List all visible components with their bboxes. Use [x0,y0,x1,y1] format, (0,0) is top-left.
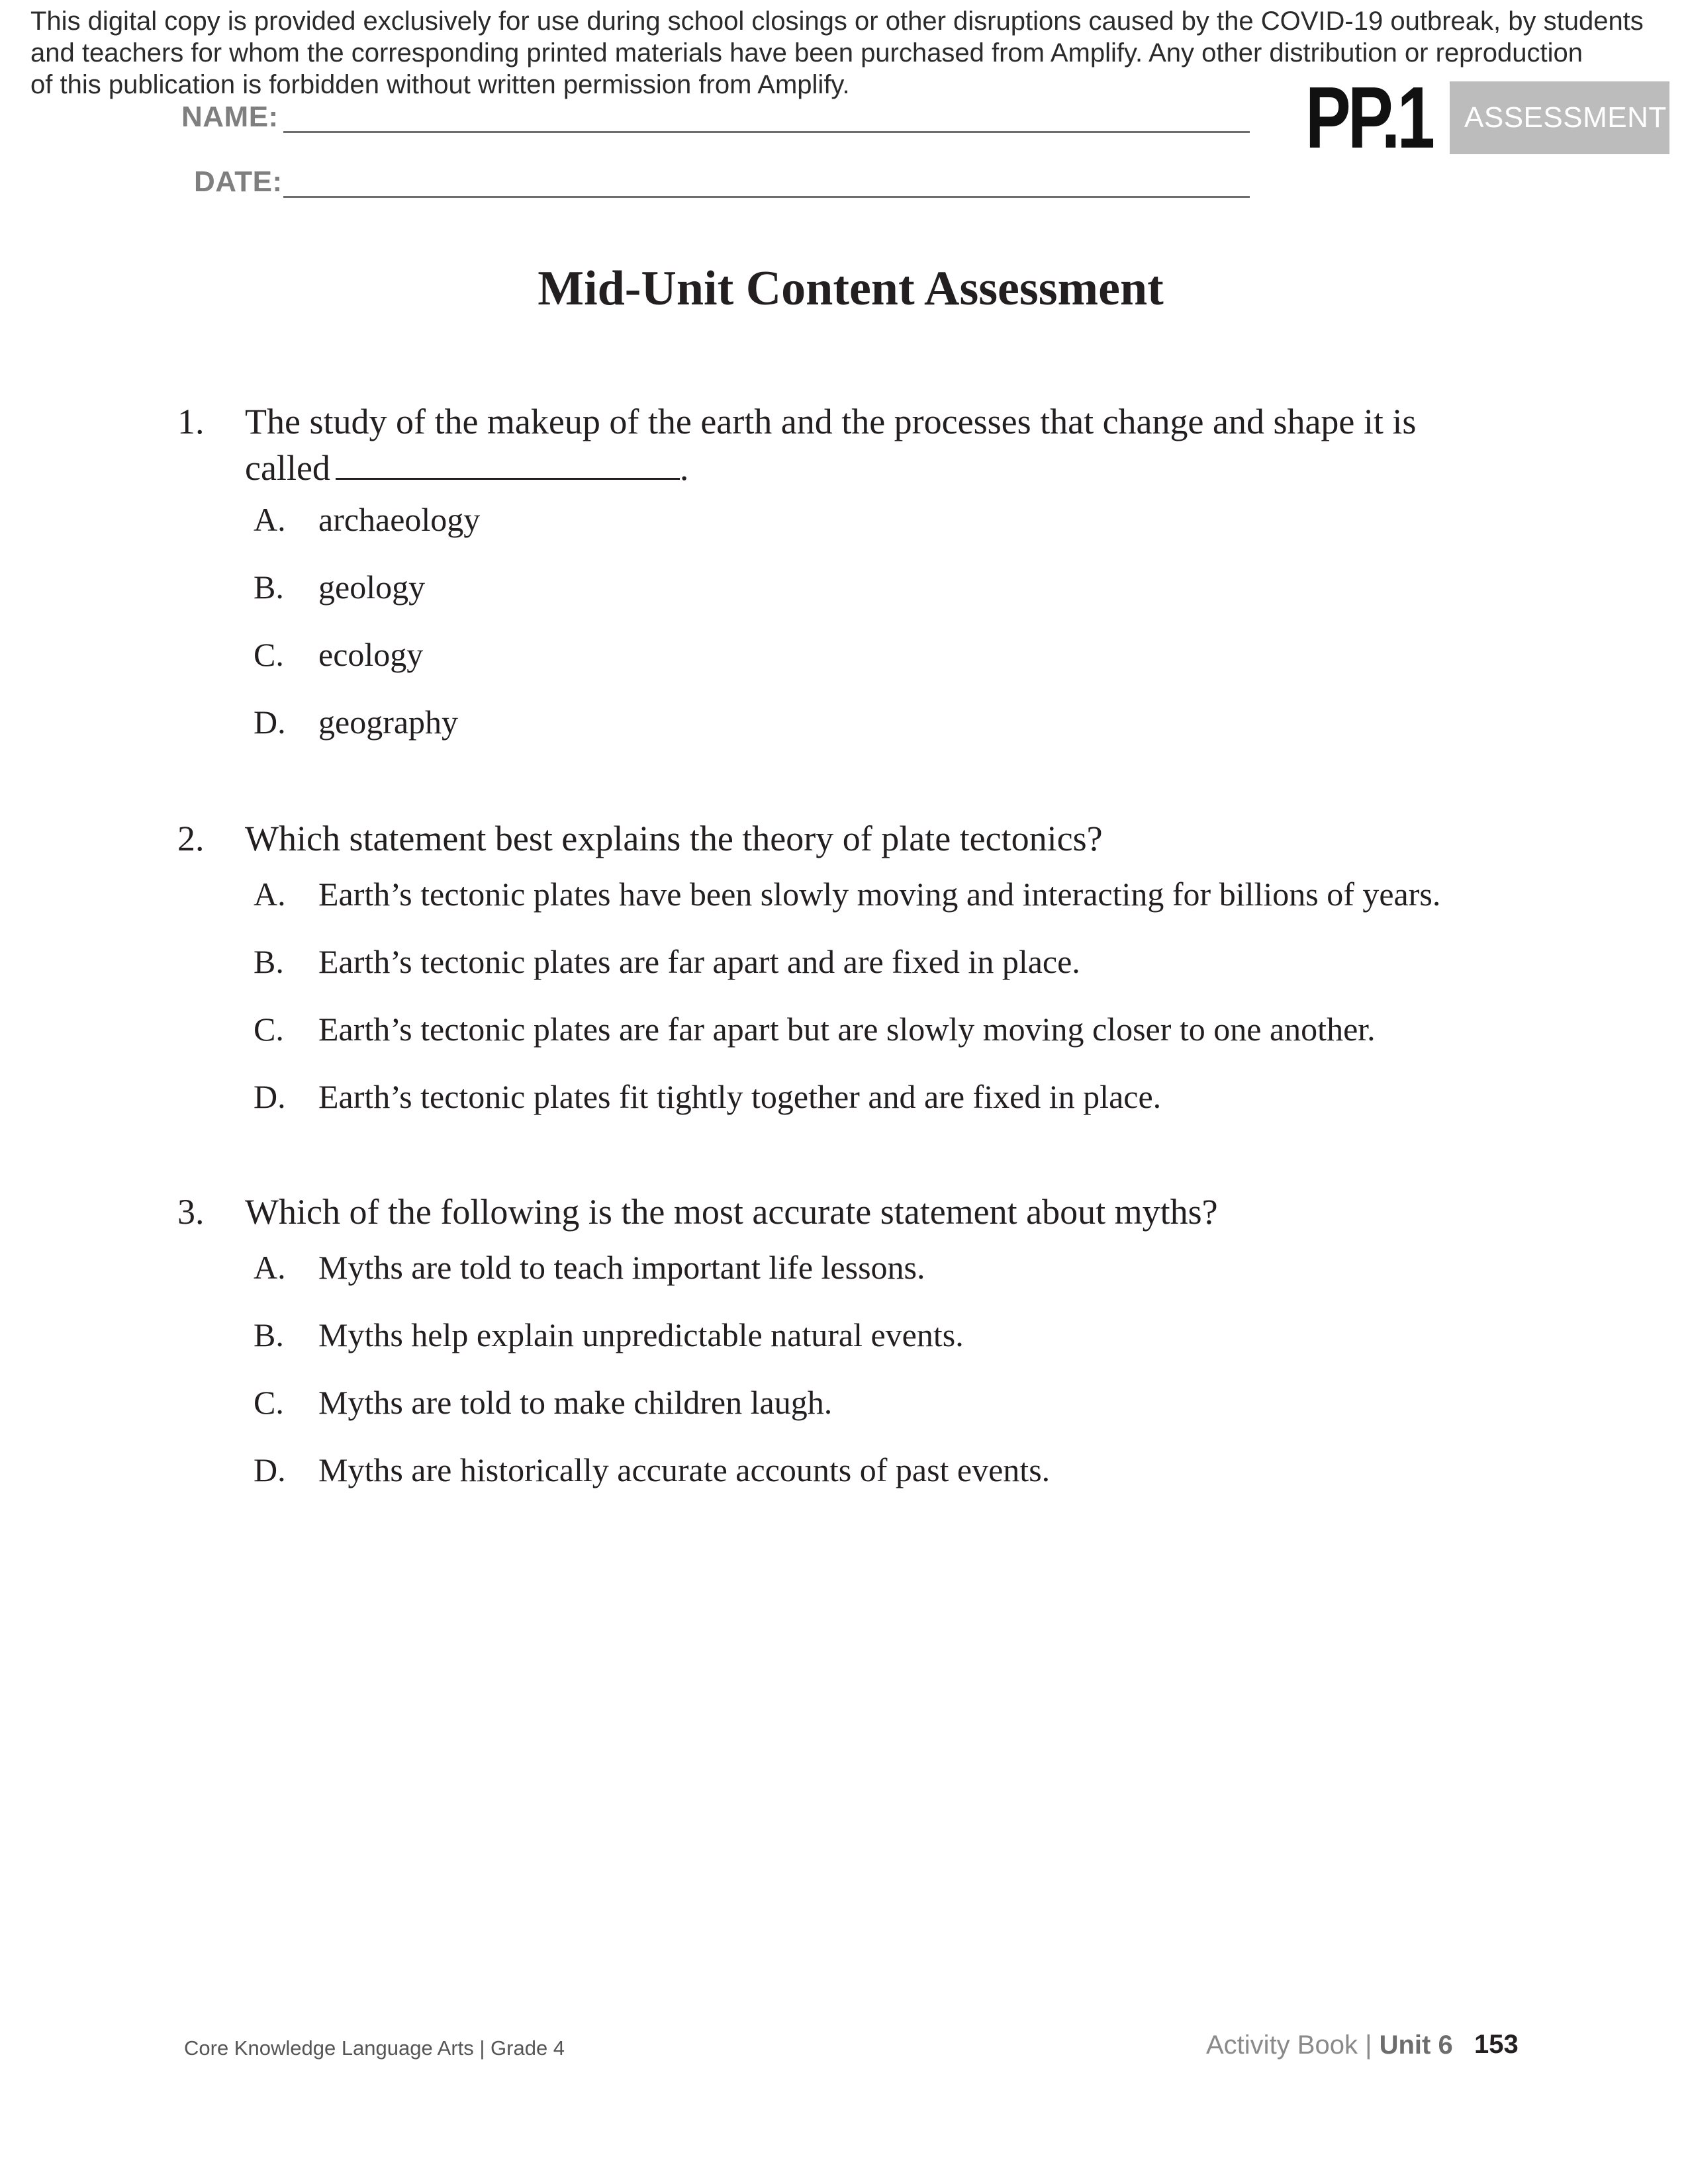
answer-blank[interactable] [336,449,680,480]
option-letter: B. [254,1316,284,1353]
page-number: 153 [1474,2030,1519,2059]
option-letter: A. [254,1249,286,1286]
option-letter: A. [254,876,286,913]
question-number: 1. [177,402,205,441]
date-field[interactable] [283,196,1250,198]
question-text-end: . [679,448,689,488]
date-label: DATE: [194,165,283,198]
option-text: geography [318,704,459,741]
notice-line: and teachers for whom the corresponding printed materials have been purchased from Amplify. Any other distribution or reproduction [30,38,1583,68]
option-text: Myths are historically accurate accounts of past events. [318,1451,1051,1488]
footer-unit: Unit 6 [1379,2030,1453,2060]
page-code: PP.1 [1305,69,1432,166]
option-letter: B. [254,569,284,606]
option-letter: D. [254,1451,286,1488]
footer-series: Core Knowledge Language Arts | Grade 4 [184,2036,565,2060]
option-text: Earth’s tectonic plates are far apart but are slowly moving closer to one another. [318,1011,1376,1048]
option-text: Earth’s tectonic plates are far apart and are fixed in place. [318,943,1080,980]
option-letter: C. [254,636,284,673]
option-letter: D. [254,1078,286,1115]
question-number: 2. [177,819,205,858]
question-text-part: The study of the makeup of the earth and the processes that change and shape it is called [245,402,1417,488]
name-label: NAME: [181,101,279,133]
question-text: Which of the following is the most accurate statement about myths? [245,1192,1218,1232]
section-tag: ASSESSMENT [1450,81,1669,154]
question-text: Which statement best explains the theory of plate tectonics? [245,819,1103,858]
footer-book-unit [1206,2030,1453,2060]
option-text: Earth’s tectonic plates have been slowly moving and interacting for billions of years. [318,876,1441,913]
option-text: ecology [318,636,424,673]
option-letter: A. [254,501,286,538]
option-text: Myths are told to teach important life lessons. [318,1249,925,1286]
option-letter: D. [254,704,286,741]
question-text [245,398,1483,491]
option-text: Myths are told to make children laugh. [318,1384,833,1421]
page-title: Mid-Unit Content Assessment [538,261,1164,316]
option-letter: C. [254,1384,284,1421]
option-text: archaeology [318,501,481,538]
notice-line: of this publication is forbidden without written permission from Amplify. [30,70,850,99]
footer-separator: | [1365,2030,1372,2060]
option-text: geology [318,569,426,606]
option-text: Earth’s tectonic plates fit tightly together and are fixed in place. [318,1078,1162,1115]
question-number: 3. [177,1192,205,1232]
footer-book: Activity Book [1206,2030,1358,2060]
option-letter: C. [254,1011,284,1048]
option-text: Myths help explain unpredictable natural events. [318,1316,964,1353]
option-letter: B. [254,943,284,980]
name-field[interactable] [283,131,1250,133]
notice-line: This digital copy is provided exclusively for use during school closings or other disruptions caused by the COVID-19 outbreak, by students [30,7,1644,36]
